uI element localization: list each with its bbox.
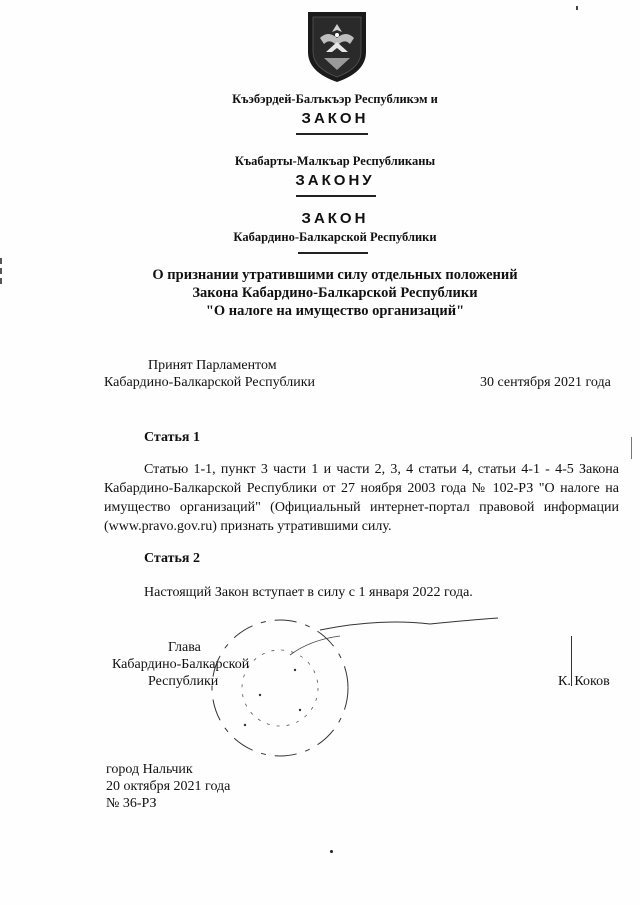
- signatory-title-line-2: Кабардино-Балкарской: [112, 657, 250, 672]
- header-underline-1: [296, 133, 368, 135]
- header-line-kabardian: Къэбэрдей-Балъкъэр Республикэм и: [232, 92, 438, 106]
- header-underline-2: [296, 195, 376, 197]
- round-seal-stamp: [200, 600, 500, 760]
- signing-date: 20 октября 2021 года: [106, 779, 231, 794]
- scan-dot: [330, 850, 333, 853]
- law-title-line-2: Закона Кабардино-Балкарской Республики: [192, 285, 478, 301]
- coat-of-arms-icon: [302, 8, 372, 84]
- header-zakon-russian: ЗАКОН: [301, 210, 369, 227]
- signatory-title-line-1: Глава: [168, 640, 201, 655]
- law-number: № 36-РЗ: [106, 796, 157, 811]
- adopted-by-republic: Кабардино-Балкарской Республики: [104, 375, 315, 390]
- law-title-line-3: "О налоге на имущество организаций": [205, 303, 465, 319]
- header-zakon-kabardian: ЗАКОН: [301, 110, 369, 127]
- header-line-russian: Кабардино-Балкарской Республики: [233, 230, 437, 244]
- article-1-text: Статью 1-1, пункт 3 части 1 и части 2, 3, 4 статьи 4, статьи 4-1 - 4-5 Закона Кабардино-Балкарской Республики от 27 ноября 2003 года № 102-РЗ "О налоге на имущество организаций" (Официальный интернет-портал правовой информации (www.pravo.gov.ru) признать утратившими силу.: [104, 462, 619, 534]
- header-line-balkar: Къабарты-Малкъар Республиканы: [234, 154, 436, 168]
- article-1-heading: Статья 1: [144, 430, 200, 445]
- scan-edge-marks: [0, 258, 3, 290]
- adoption-date: 30 сентября 2021 года: [480, 375, 611, 390]
- signatory-name: К. Коков: [558, 674, 610, 689]
- adopted-by: Принят Парламентом: [148, 358, 277, 373]
- place-of-signing: город Нальчик: [106, 762, 193, 777]
- header-zakon-balkar: ЗАКОНУ: [295, 172, 375, 189]
- header-underline-3: [298, 252, 368, 254]
- signatory-title-line-3: Республики: [148, 674, 219, 689]
- article-2-heading: Статья 2: [144, 551, 200, 566]
- law-title-line-1: О признании утратившими силу отдельных положений: [152, 267, 518, 283]
- scan-corner-mark: [576, 6, 578, 10]
- article-2-text: Настоящий Закон вступает в силу с 1 января 2022 года.: [144, 585, 473, 600]
- scan-edge-mark-right: [631, 437, 632, 459]
